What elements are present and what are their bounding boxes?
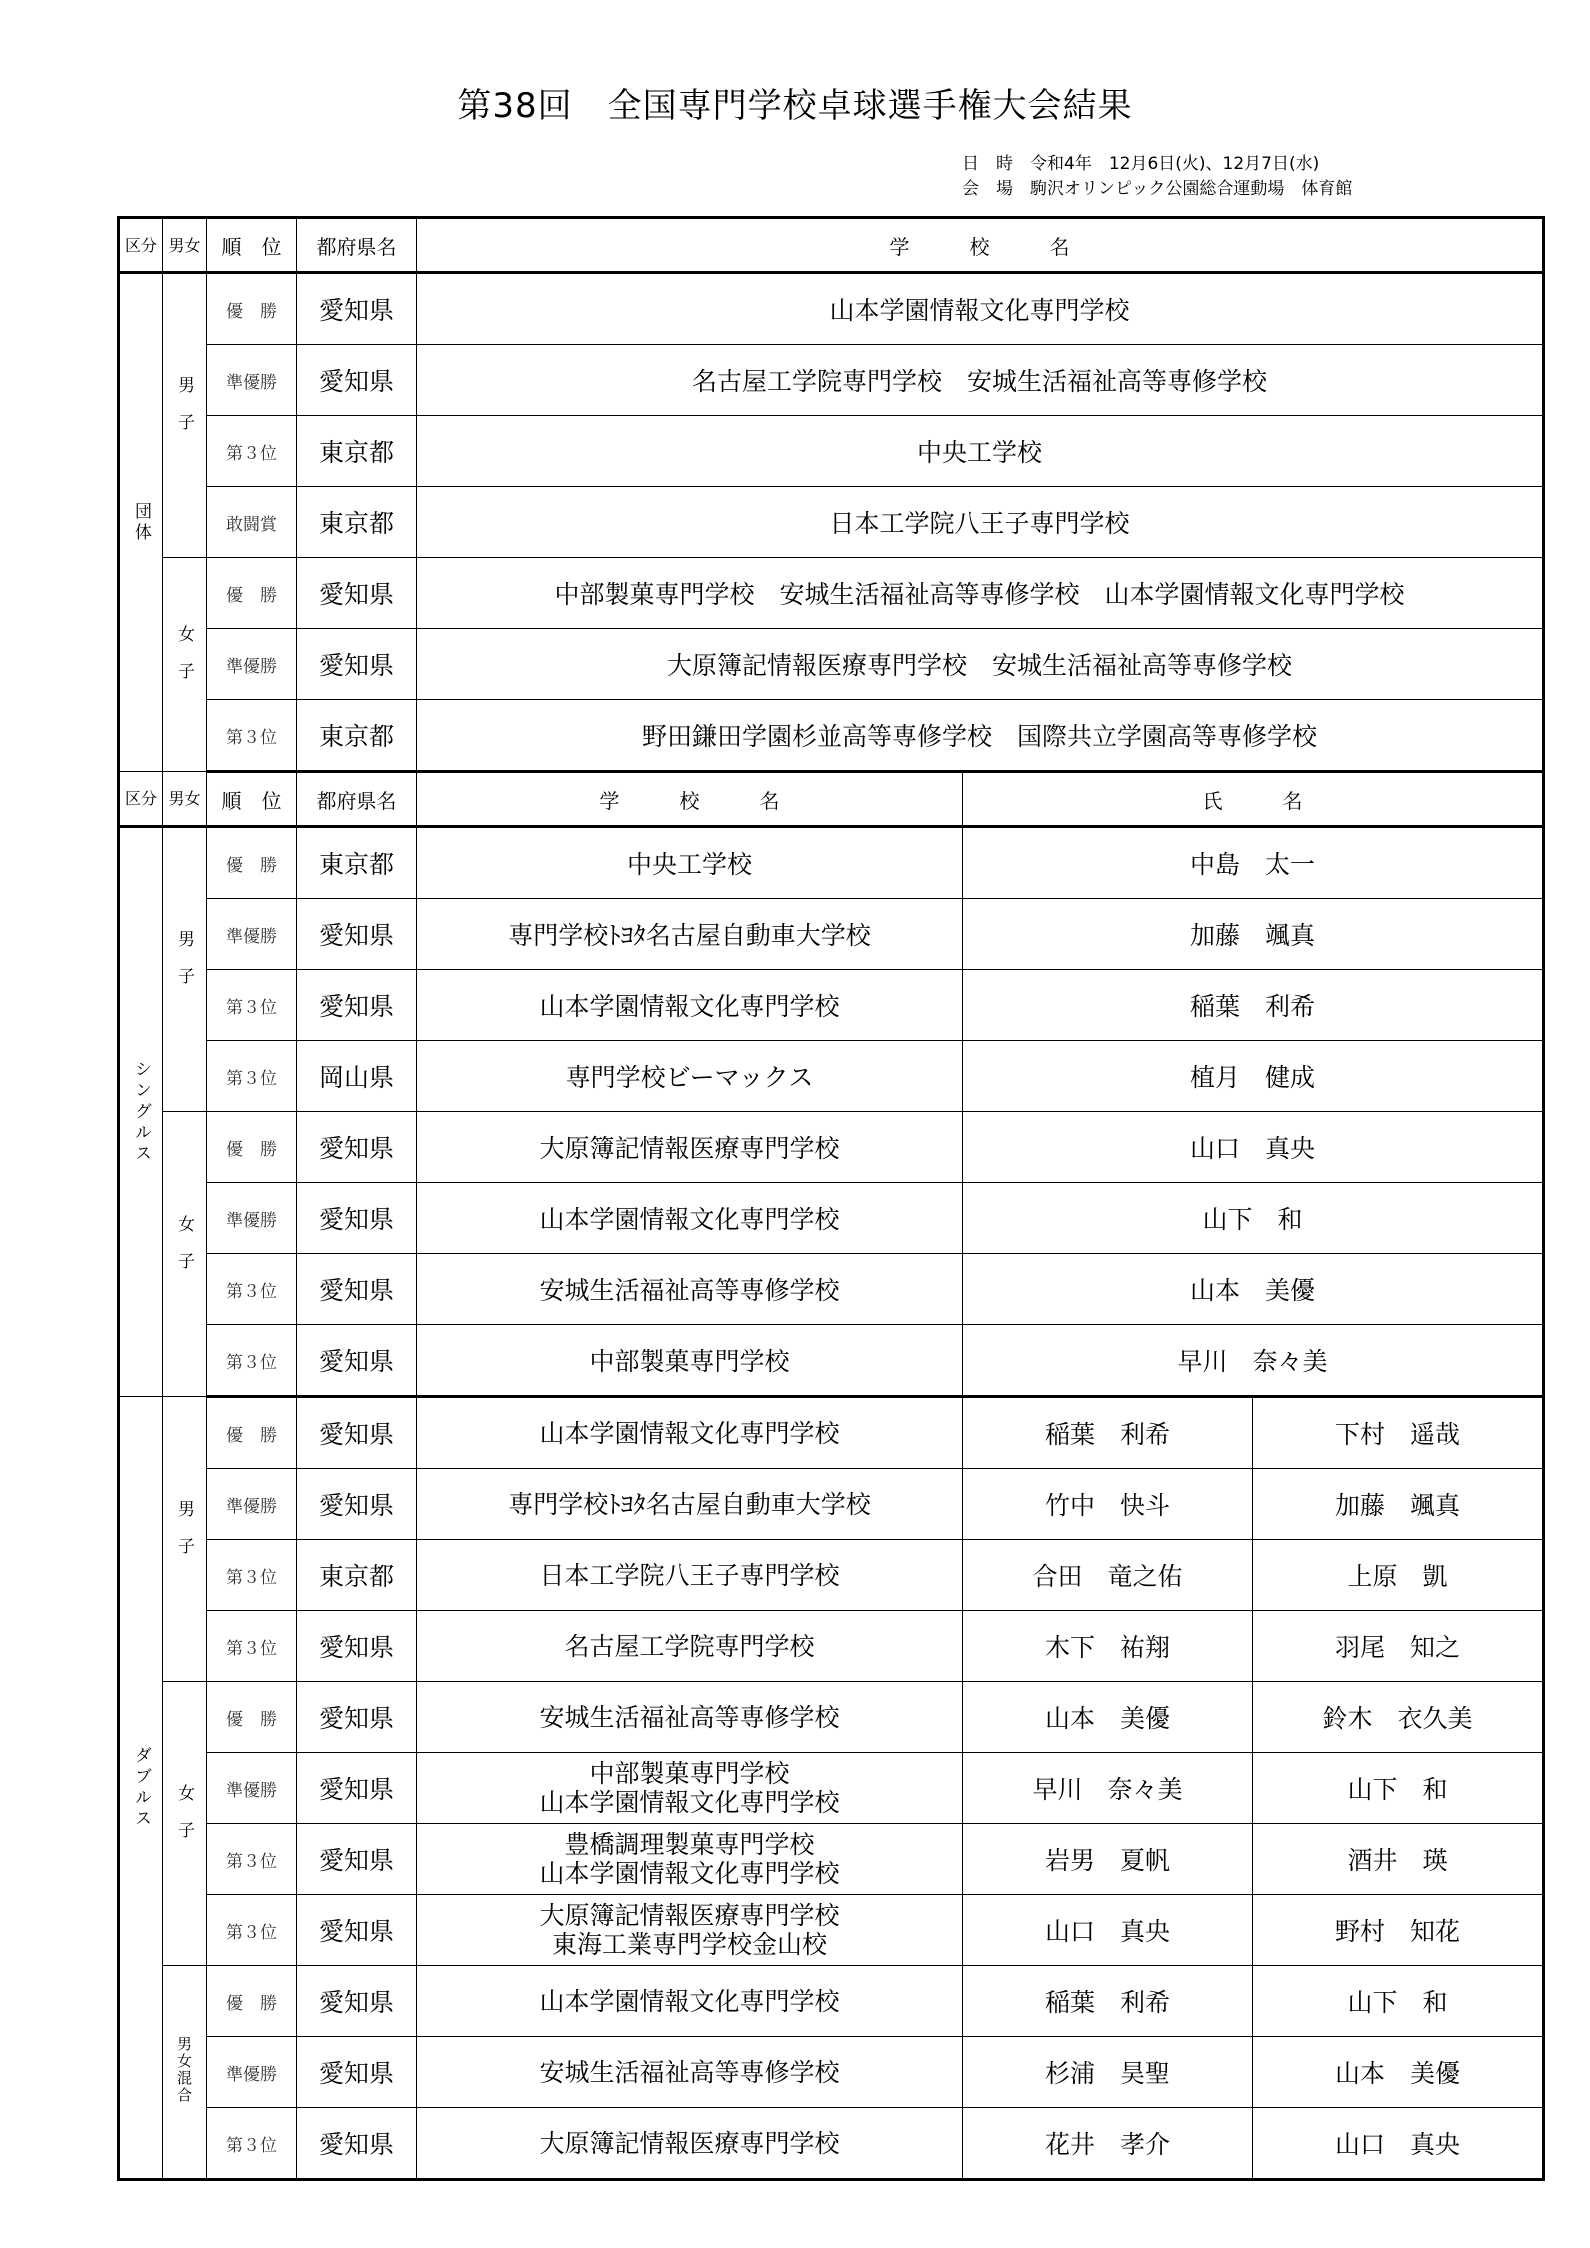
- school-cell: 山本学園情報文化専門学校: [417, 970, 963, 1041]
- player1-name-cell: 稲葉 利希: [963, 1397, 1253, 1469]
- player2-name-cell: 酒井 瑛: [1253, 1824, 1544, 1895]
- school-cell: 日本工学院八王子専門学校: [417, 487, 1544, 558]
- pref-cell: 愛知県: [297, 1469, 417, 1540]
- player2-name-cell: 山下 和: [1253, 1753, 1544, 1824]
- header-school: 学 校 名: [417, 218, 1544, 273]
- school-cell: [417, 1753, 963, 1824]
- school-line-1: 山本学園情報文化専門学校: [539, 1986, 840, 2016]
- gender-male: [163, 273, 207, 558]
- rank-cell: 準優勝: [207, 1753, 297, 1824]
- player1-name-cell: 竹中 快斗: [963, 1469, 1253, 1540]
- school-line-1: 安城生活福祉高等専修学校: [539, 2057, 840, 2087]
- rank-cell: 第３位: [207, 700, 297, 772]
- header-pref: 都府県名: [297, 772, 417, 827]
- school-line-1: 日本工学院八王子専門学校: [539, 1560, 840, 1590]
- pref-cell: 愛知県: [297, 1966, 417, 2037]
- school-line-1: 豊橋調理製菓専門学校: [564, 1830, 815, 1859]
- table-row: [119, 970, 1544, 1041]
- table-row: [119, 1753, 1544, 1824]
- player1-name-cell: 山口 真央: [963, 1895, 1253, 1966]
- pref-cell: 東京都: [297, 827, 417, 899]
- school-cell: [417, 1966, 963, 2037]
- school-cell: [417, 1397, 963, 1469]
- school-line-1: 安城生活福祉高等専修学校: [539, 1702, 840, 1732]
- header-row: [119, 772, 1544, 827]
- player2-name-cell: 加藤 颯真: [1253, 1469, 1544, 1540]
- section-singles-label: シングルス: [119, 827, 163, 1397]
- school-line-2: 山本学園情報文化専門学校: [539, 1788, 840, 1817]
- school-cell: 中央工学校: [417, 827, 963, 899]
- table-row: [119, 700, 1544, 772]
- date-label: 日 時: [962, 154, 1013, 174]
- pref-cell: 愛知県: [297, 1895, 417, 1966]
- rank-cell: 第３位: [207, 1895, 297, 1966]
- school-cell: 野田鎌田学園杉並高等専修学校 国際共立学園高等専修学校: [417, 700, 1544, 772]
- player1-name-cell: 山本 美優: [963, 1682, 1253, 1753]
- gender-male: [163, 1397, 207, 1682]
- gender-mixed: [163, 1966, 207, 2180]
- school-cell: 専門学校ビーマックス: [417, 1041, 963, 1112]
- rank-cell: 準優勝: [207, 1469, 297, 1540]
- rank-cell: 第３位: [207, 1540, 297, 1611]
- rank-cell: 優 勝: [207, 827, 297, 899]
- event-date: [962, 152, 1352, 177]
- pref-cell: 東京都: [297, 700, 417, 772]
- pref-cell: 東京都: [297, 487, 417, 558]
- player-name-cell: 早川 奈々美: [963, 1325, 1544, 1397]
- school-line-1: 山本学園情報文化専門学校: [539, 1418, 840, 1448]
- gender-label: 男子: [174, 930, 194, 1004]
- venue-label: 会 場: [962, 179, 1013, 199]
- rank-cell: 第３位: [207, 1254, 297, 1325]
- table-row: [119, 1325, 1544, 1397]
- player-name-cell: 山口 真央: [963, 1112, 1544, 1183]
- school-cell: 山本学園情報文化専門学校: [417, 273, 1544, 345]
- school-cell: [417, 1611, 963, 1682]
- player2-name-cell: 下村 遥哉: [1253, 1397, 1544, 1469]
- player-name-cell: 山本 美優: [963, 1254, 1544, 1325]
- gender-female: [163, 1112, 207, 1397]
- player-name-cell: 加藤 颯真: [963, 899, 1544, 970]
- table-row: [119, 345, 1544, 416]
- school-line-1: 大原簿記情報医療専門学校: [539, 2128, 840, 2158]
- rank-cell: 第３位: [207, 416, 297, 487]
- header-rank: 順 位: [207, 772, 297, 827]
- rank-cell: 優 勝: [207, 1112, 297, 1183]
- section-team-label: 団体: [119, 273, 163, 772]
- player2-name-cell: 羽尾 知之: [1253, 1611, 1544, 1682]
- school-cell: 大原簿記情報医療専門学校: [417, 1112, 963, 1183]
- table-row: [119, 1469, 1544, 1540]
- gender-label: 男子: [174, 376, 194, 450]
- player1-name-cell: 岩男 夏帆: [963, 1824, 1253, 1895]
- rank-cell: 第３位: [207, 2108, 297, 2180]
- pref-cell: 愛知県: [297, 1325, 417, 1397]
- school-line-1: 名古屋工学院専門学校: [564, 1631, 815, 1661]
- pref-cell: 愛知県: [297, 345, 417, 416]
- school-line-1: 専門学校ﾄﾖﾀ名古屋自動車大学校: [508, 1489, 871, 1519]
- rank-cell: 準優勝: [207, 899, 297, 970]
- table-row: [119, 1611, 1544, 1682]
- player2-name-cell: 山口 真央: [1253, 2108, 1544, 2180]
- pref-cell: 愛知県: [297, 970, 417, 1041]
- rank-cell: 第３位: [207, 1325, 297, 1397]
- player-name-cell: 山下 和: [963, 1183, 1544, 1254]
- header-name: 氏 名: [963, 772, 1544, 827]
- pref-cell: 愛知県: [297, 1682, 417, 1753]
- rank-cell: 第３位: [207, 1611, 297, 1682]
- table-row: [119, 487, 1544, 558]
- player1-name-cell: 杉浦 昊聖: [963, 2037, 1253, 2108]
- player-name-cell: 稲葉 利希: [963, 970, 1544, 1041]
- school-cell: [417, 1540, 963, 1611]
- rank-cell: 優 勝: [207, 273, 297, 345]
- player-name-cell: 中島 太一: [963, 827, 1544, 899]
- rank-cell: 優 勝: [207, 558, 297, 629]
- school-cell: 名古屋工学院専門学校 安城生活福祉高等専修学校: [417, 345, 1544, 416]
- section-doubles-label: ダブルス: [119, 1397, 163, 2180]
- school-cell: [417, 2037, 963, 2108]
- header-pref: 都府県名: [297, 218, 417, 273]
- pref-cell: 愛知県: [297, 273, 417, 345]
- rank-cell: 準優勝: [207, 629, 297, 700]
- table-row: [119, 1112, 1544, 1183]
- table-row: [119, 416, 1544, 487]
- school-cell: 中部製菓専門学校 安城生活福祉高等専修学校 山本学園情報文化専門学校: [417, 558, 1544, 629]
- rank-cell: 第３位: [207, 1041, 297, 1112]
- school-line-2: 東海工業専門学校金山校: [551, 1930, 827, 1959]
- header-row: [119, 218, 1544, 273]
- player2-name-cell: 上原 凱: [1253, 1540, 1544, 1611]
- rank-cell: 優 勝: [207, 1966, 297, 2037]
- school-cell: [417, 1824, 963, 1895]
- rank-cell: 第３位: [207, 1824, 297, 1895]
- player1-name-cell: 稲葉 利希: [963, 1966, 1253, 2037]
- pref-cell: 岡山県: [297, 1041, 417, 1112]
- school-line-1: 中部製菓専門学校: [589, 1759, 790, 1788]
- player1-name-cell: 木下 祐翔: [963, 1611, 1253, 1682]
- player1-name-cell: 合田 竜之佑: [963, 1540, 1253, 1611]
- date-value: 令和4年 12月6日(火)、12月7日(水): [1030, 154, 1320, 174]
- pref-cell: 東京都: [297, 416, 417, 487]
- school-cell: 山本学園情報文化専門学校: [417, 1183, 963, 1254]
- table-row: [119, 629, 1544, 700]
- school-cell: [417, 2108, 963, 2180]
- venue-value: 駒沢オリンピック公園総合運動場 体育館: [1030, 179, 1353, 199]
- pref-cell: 愛知県: [297, 2037, 417, 2108]
- pref-cell: 愛知県: [297, 1397, 417, 1469]
- player1-name-cell: 花井 孝介: [963, 2108, 1253, 2180]
- header-school: 学 校 名: [417, 772, 963, 827]
- school-cell: 中部製菓専門学校: [417, 1325, 963, 1397]
- table-row: [119, 1041, 1544, 1112]
- pref-cell: 愛知県: [297, 2108, 417, 2180]
- gender-label: 男子: [174, 1499, 194, 1574]
- pref-cell: 愛知県: [297, 1254, 417, 1325]
- player2-name-cell: 山本 美優: [1253, 2037, 1544, 2108]
- header-danjo: 男女: [163, 218, 207, 273]
- pref-cell: 愛知県: [297, 1112, 417, 1183]
- school-cell: [417, 1469, 963, 1540]
- table-row: [119, 827, 1544, 899]
- pref-cell: 愛知県: [297, 558, 417, 629]
- pref-cell: 愛知県: [297, 1824, 417, 1895]
- gender-label: 女子: [174, 625, 194, 699]
- gender-label: 女子: [174, 1214, 194, 1289]
- school-line-1: 大原簿記情報医療専門学校: [539, 1901, 840, 1930]
- header-danjo: 男女: [163, 772, 207, 827]
- school-cell: [417, 1895, 963, 1966]
- player2-name-cell: 野村 知花: [1253, 1895, 1544, 1966]
- school-cell: 中央工学校: [417, 416, 1544, 487]
- pref-cell: 愛知県: [297, 899, 417, 970]
- player-name-cell: 植月 健成: [963, 1041, 1544, 1112]
- table-row: [119, 273, 1544, 345]
- school-cell: [417, 1682, 963, 1753]
- pref-cell: 東京都: [297, 1540, 417, 1611]
- table-row: [119, 1824, 1544, 1895]
- player2-name-cell: 鈴木 衣久美: [1253, 1682, 1544, 1753]
- header-kubun: 区分: [119, 218, 163, 273]
- rank-cell: 敢闘賞: [207, 487, 297, 558]
- pref-cell: 愛知県: [297, 629, 417, 700]
- rank-cell: 準優勝: [207, 2037, 297, 2108]
- rank-cell: 第３位: [207, 970, 297, 1041]
- school-line-2: 山本学園情報文化専門学校: [539, 1859, 840, 1888]
- rank-cell: 優 勝: [207, 1682, 297, 1753]
- table-row: [119, 1540, 1544, 1611]
- rank-cell: 優 勝: [207, 1397, 297, 1469]
- table-row: [119, 1895, 1544, 1966]
- table-row: [119, 1254, 1544, 1325]
- table-row: [119, 558, 1544, 629]
- results-body: [119, 218, 1544, 2180]
- school-cell: 専門学校ﾄﾖﾀ名古屋自動車大学校: [417, 899, 963, 970]
- gender-label: 男女混合: [175, 2035, 193, 2104]
- gender-female: [163, 1682, 207, 1966]
- rank-cell: 準優勝: [207, 1183, 297, 1254]
- pref-cell: 愛知県: [297, 1753, 417, 1824]
- event-venue: [962, 177, 1352, 202]
- results-table: [117, 216, 1545, 2181]
- player1-name-cell: 早川 奈々美: [963, 1753, 1253, 1824]
- gender-female: [163, 558, 207, 772]
- page-title: 第38回 全国専門学校卓球選手権大会結果: [457, 86, 1133, 126]
- gender-label: 女子: [174, 1784, 194, 1858]
- table-row: [119, 1966, 1544, 2037]
- pref-cell: 愛知県: [297, 1183, 417, 1254]
- table-row: [119, 2037, 1544, 2108]
- table-row: [119, 2108, 1544, 2180]
- table-row: [119, 1397, 1544, 1469]
- pref-cell: 愛知県: [297, 1611, 417, 1682]
- player2-name-cell: 山下 和: [1253, 1966, 1544, 2037]
- rank-cell: 準優勝: [207, 345, 297, 416]
- event-info: [962, 152, 1352, 202]
- table-row: [119, 899, 1544, 970]
- gender-male: [163, 827, 207, 1112]
- table-row: [119, 1682, 1544, 1753]
- header-kubun: 区分: [119, 772, 163, 827]
- table-row: [119, 1183, 1544, 1254]
- school-cell: 大原簿記情報医療専門学校 安城生活福祉高等専修学校: [417, 629, 1544, 700]
- header-rank: 順 位: [207, 218, 297, 273]
- school-cell: 安城生活福祉高等専修学校: [417, 1254, 963, 1325]
